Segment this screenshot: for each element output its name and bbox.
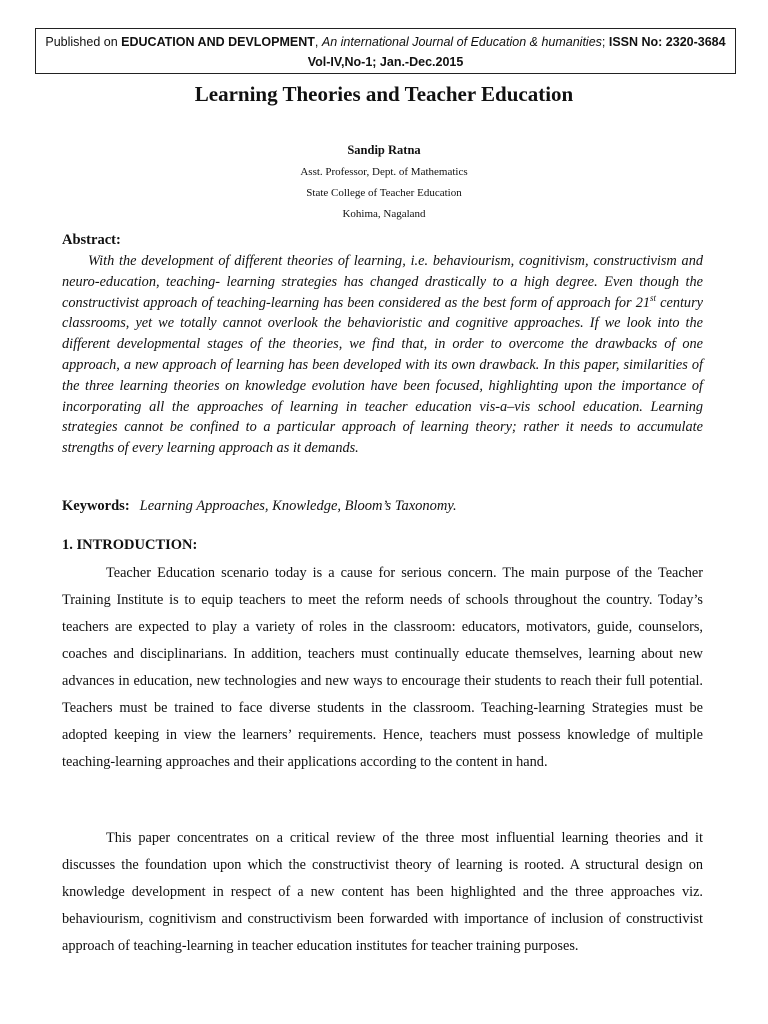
introduction-paragraph-2: This paper concentrates on a critical review of the three most influential learning theories and it discusses the foundation upon which the constructivist theory of learning is rooted. A structural design on knowledge development in respect of a new content has been highlighted and the three approaches viz. behaviourism, cognitivism and constructivism been forwarded with importance of inclusion of constructivist approach of teaching-learning in teacher education institutes for teacher training purposes. [62, 830, 703, 954]
journal-description: An international Journal of Education & humanities [321, 35, 602, 49]
issn: ISSN No: 2320-3684 [608, 35, 726, 49]
keywords-value: Learning Approaches, Knowledge, Bloom’s Taxonomy. [139, 498, 457, 514]
issn-sep: ; [601, 35, 609, 49]
journal-volume: Vol-IV,No-1; Jan.-Dec.2015 [307, 55, 464, 69]
journal-sep: , [314, 35, 322, 49]
introduction-heading: 1. INTRODUCTION: [62, 537, 198, 553]
author-position: Asst. Professor, Dept. of Mathematics [300, 166, 468, 178]
author-college: State College of Teacher Education [306, 187, 462, 199]
author-location: Kohima, Nagaland [342, 208, 426, 220]
journal-header-line1 [36, 32, 735, 52]
abstract-text: With the development of different theories of learning, i.e. behaviourism, cognitivism, constructivism and neuro-education, teaching- learning strategies has changed drastically to a high degree. Even though the constructivist approach of teaching-learning has been considered as the best form of approach for 21st century classrooms, yet we totally cannot overlook the behavioristic and cognitive approaches. If we look into the different developmental stages of the theories, we find that, in order to overcome the drawbacks of one approach, a new approach of learning has been developed with its own drawback. In this paper, similarities of the three learning theories on knowledge evolution have been focused, highlighting upon the importance of incorporating all the approaches of learning in teacher education vis-a–vis school education. Learning strategies cannot be confined to a particular approach of learning theory; rather it needs to accumulate strengths of every learning approach as it demands. [62, 253, 703, 457]
keywords [62, 498, 457, 515]
keywords-label: Keywords: [62, 498, 130, 514]
author-name: Sandip Ratna [347, 143, 421, 157]
superscript-st: st [650, 292, 657, 303]
introduction-paragraph-1: Teacher Education scenario today is a cause for serious concern. The main purpose of the Teacher Training Institute is to equip teachers to meet the reform needs of schools throughout the country. Today’s teachers are expected to play a variety of roles in the classroom: educators, motivators, guide, counselors, coaches and disciplinarians. In addition, teachers must continually educate themselves, learning about new advances in education, new technologies and new ways to encourage their students to reach their full potential. Teachers must be trained to face diverse students in the classroom. Teaching-learning Strategies must be adopted keeping in view the learners’ requirements. Hence, teachers must possess knowledge of multiple teaching-learning approaches and their applications according to the content in hand. [62, 565, 703, 770]
journal-name: EDUCATION AND DEVLOPMENT [121, 35, 315, 49]
paper-title: Learning Theories and Teacher Education [194, 82, 574, 106]
published-prefix: Published on [45, 35, 122, 49]
abstract-heading: Abstract: [62, 232, 121, 248]
journal-header [35, 28, 736, 74]
